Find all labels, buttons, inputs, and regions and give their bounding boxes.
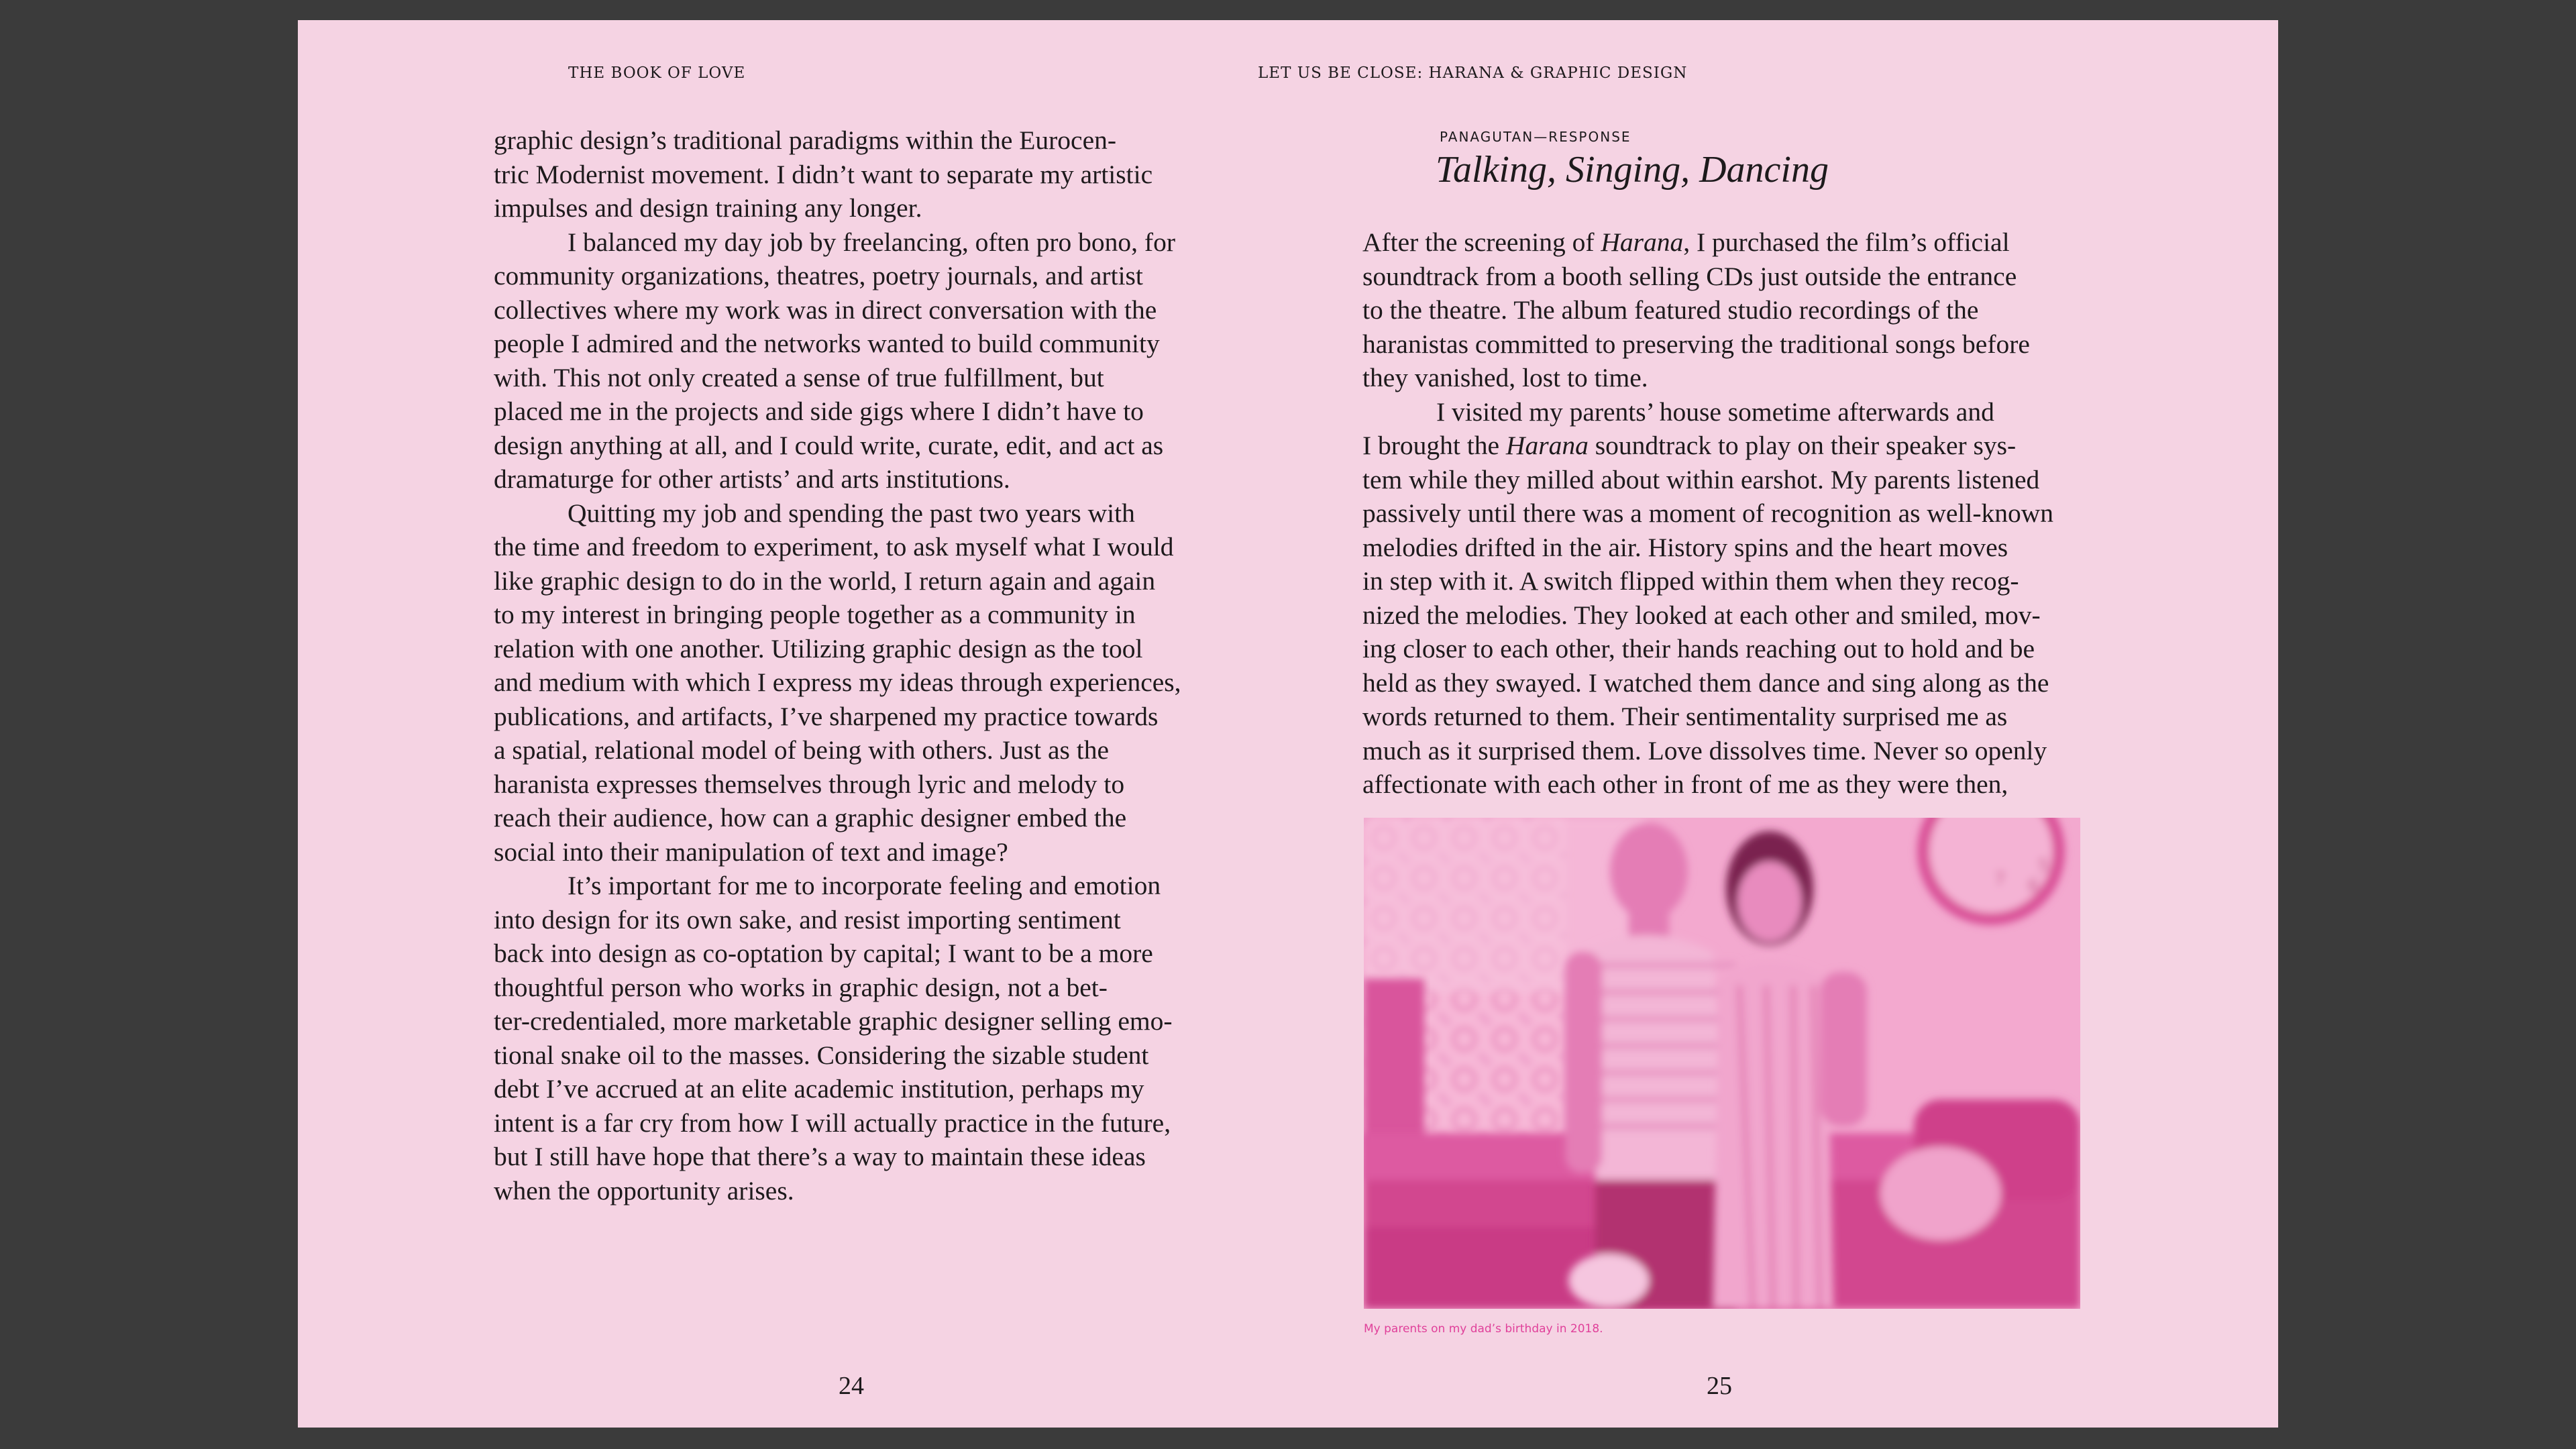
text-line: a spatial, relational model of being with others. Just as the xyxy=(494,735,1110,765)
text-run: to the theatre. The album featured studio recordings of the xyxy=(1362,295,1979,325)
text-line xyxy=(1362,496,2114,531)
text-line: social into their manipulation of text and image? xyxy=(494,837,1008,867)
section-title: Talking, Singing, Dancing xyxy=(1436,149,1829,191)
text-line: placed me in the projects and side gigs where I didn’t have to xyxy=(494,396,1144,426)
text-line: like graphic design to do in the world, I return again and again xyxy=(494,566,1156,596)
text-line: collectives where my work was in direct conversation with the xyxy=(494,294,1157,325)
text-line xyxy=(1362,734,2114,768)
text-line: intent is a far cry from how I will actually practice in the future, xyxy=(494,1108,1171,1138)
text-line: thoughtful person who works in graphic design, not a bet- xyxy=(494,972,1108,1002)
text-run: words returned to them. Their sentimentality surprised me as xyxy=(1362,702,2008,731)
text-run: affectionate with each other in front of me as they were then, xyxy=(1362,769,2008,799)
text-line xyxy=(1362,666,2114,700)
text-line: people I admired and the networks wanted to build community xyxy=(494,329,1160,358)
text-run: melodies drifted in the air. History spins and the heart moves xyxy=(1362,532,2008,562)
text-line: graphic design’s traditional paradigms within the Eurocen- xyxy=(494,125,1116,155)
text-line: and medium with which I express my ideas through experiences, xyxy=(494,667,1181,697)
text-line: back into design as co-optation by capital; I want to be a more xyxy=(494,938,1153,968)
text-line xyxy=(1362,598,2114,633)
text-line xyxy=(1362,531,2114,565)
right-body-text xyxy=(1362,225,2114,802)
svg-text:6: 6 xyxy=(2028,876,2039,896)
left-page xyxy=(298,20,1288,1428)
text-line: community organizations, theatres, poetry journals, and artist xyxy=(494,261,1143,290)
text-line xyxy=(1362,225,2114,260)
text-line: tric Modernist movement. I didn’t want to separate my artistic xyxy=(494,159,1153,189)
text-line xyxy=(1362,260,2114,294)
running-head-right: LET US BE CLOSE: HARANA & GRAPHIC DESIGN xyxy=(1258,64,1688,82)
text-run: haranistas committed to preserving the traditional songs before xyxy=(1362,329,2030,359)
page-number-left: 24 xyxy=(839,1372,864,1400)
text-line: but I still have hope that there’s a way to maintain these ideas xyxy=(494,1142,1146,1171)
text-run: ing closer to each other, their hands reaching out to hold and be xyxy=(1362,634,2035,663)
text-line: dramaturge for other artists’ and arts institutions. xyxy=(494,464,1010,494)
text-line: publications, and artifacts, I’ve sharpened my practice towards xyxy=(494,701,1159,731)
svg-text:5: 5 xyxy=(2038,856,2049,876)
text-line xyxy=(1362,564,2114,598)
left-body-text xyxy=(494,123,1258,1208)
text-run: I visited my parents’ house sometime afterwards and xyxy=(1436,396,1994,427)
text-line xyxy=(1362,395,2114,429)
text-line: I balanced my day job by freelancing, often pro bono, for xyxy=(568,227,1175,257)
italic-title-text: Harana xyxy=(1601,227,1684,257)
text-run: passively until there was a moment of recognition as well-known xyxy=(1362,498,2054,528)
text-line xyxy=(1362,463,2114,497)
parents-photo-image xyxy=(1364,818,2080,1309)
text-run: After the screening of xyxy=(1362,227,1601,257)
running-head-left: THE BOOK OF LOVE xyxy=(568,64,746,82)
photo-caption: My parents on my dad’s birthday in 2018. xyxy=(1364,1322,1603,1336)
text-run: much as it surprised them. Love dissolves time. Never so openly xyxy=(1362,735,2047,765)
parents-photo xyxy=(1364,818,2080,1309)
text-run: held as they swayed. I watched them dance and sing along as the xyxy=(1362,667,2049,698)
text-run: , I purchased the film’s official xyxy=(1683,227,2010,257)
book-spread xyxy=(298,20,2278,1428)
text-line xyxy=(1362,361,2114,395)
text-line: ter-credentialed, more marketable graphic designer selling emo- xyxy=(494,1006,1173,1036)
text-line: impulses and design training any longer. xyxy=(494,193,922,223)
text-line: to my interest in bringing people together as a community in xyxy=(494,600,1136,629)
text-line xyxy=(1362,293,2114,327)
text-run: soundtrack from a booth selling CDs just outside the entrance xyxy=(1362,261,2017,291)
text-line xyxy=(1362,327,2114,362)
svg-text:7: 7 xyxy=(1994,869,2006,890)
text-run: soundtrack to play on their speaker sys- xyxy=(1588,431,2017,460)
text-line: debt I’ve accrued at an elite academic institution, perhaps my xyxy=(494,1074,1144,1104)
text-line xyxy=(1362,700,2114,734)
text-line: reach their audience, how can a graphic designer embed the xyxy=(494,803,1127,833)
section-label: PANAGUTAN—RESPONSE xyxy=(1440,129,1631,145)
text-line: Quitting my job and spending the past two years with xyxy=(568,498,1135,528)
text-line: tional snake oil to the masses. Considering the sizable student xyxy=(494,1040,1149,1070)
text-run: tem while they milled about within earshot. My parents listened xyxy=(1362,464,2040,494)
text-run: I brought the xyxy=(1362,431,1506,460)
text-line: It’s important for me to incorporate feeling and emotion xyxy=(568,871,1161,900)
text-line: design anything at all, and I could write, curate, edit, and act as xyxy=(494,430,1164,460)
text-line: into design for its own sake, and resist importing sentiment xyxy=(494,904,1121,934)
text-line xyxy=(1362,632,2114,666)
text-line xyxy=(1362,429,2114,463)
text-run: they vanished, lost to time. xyxy=(1362,363,1648,392)
text-line: when the opportunity arises. xyxy=(494,1175,794,1205)
page-number-right: 25 xyxy=(1707,1372,1732,1400)
text-line: haranista expresses themselves through lyric and melody to xyxy=(494,769,1125,799)
italic-title-text: Harana xyxy=(1505,431,1589,460)
text-line: relation with one another. Utilizing graphic design as the tool xyxy=(494,633,1143,663)
text-line: the time and freedom to experiment, to ask myself what I would xyxy=(494,532,1174,561)
text-line: with. This not only created a sense of true fulfillment, but xyxy=(494,362,1104,392)
text-line xyxy=(1362,767,2114,802)
text-run: nized the melodies. They looked at each other and smiled, mov- xyxy=(1362,600,2041,630)
text-run: in step with it. A switch flipped within them when they recog- xyxy=(1362,566,2019,596)
